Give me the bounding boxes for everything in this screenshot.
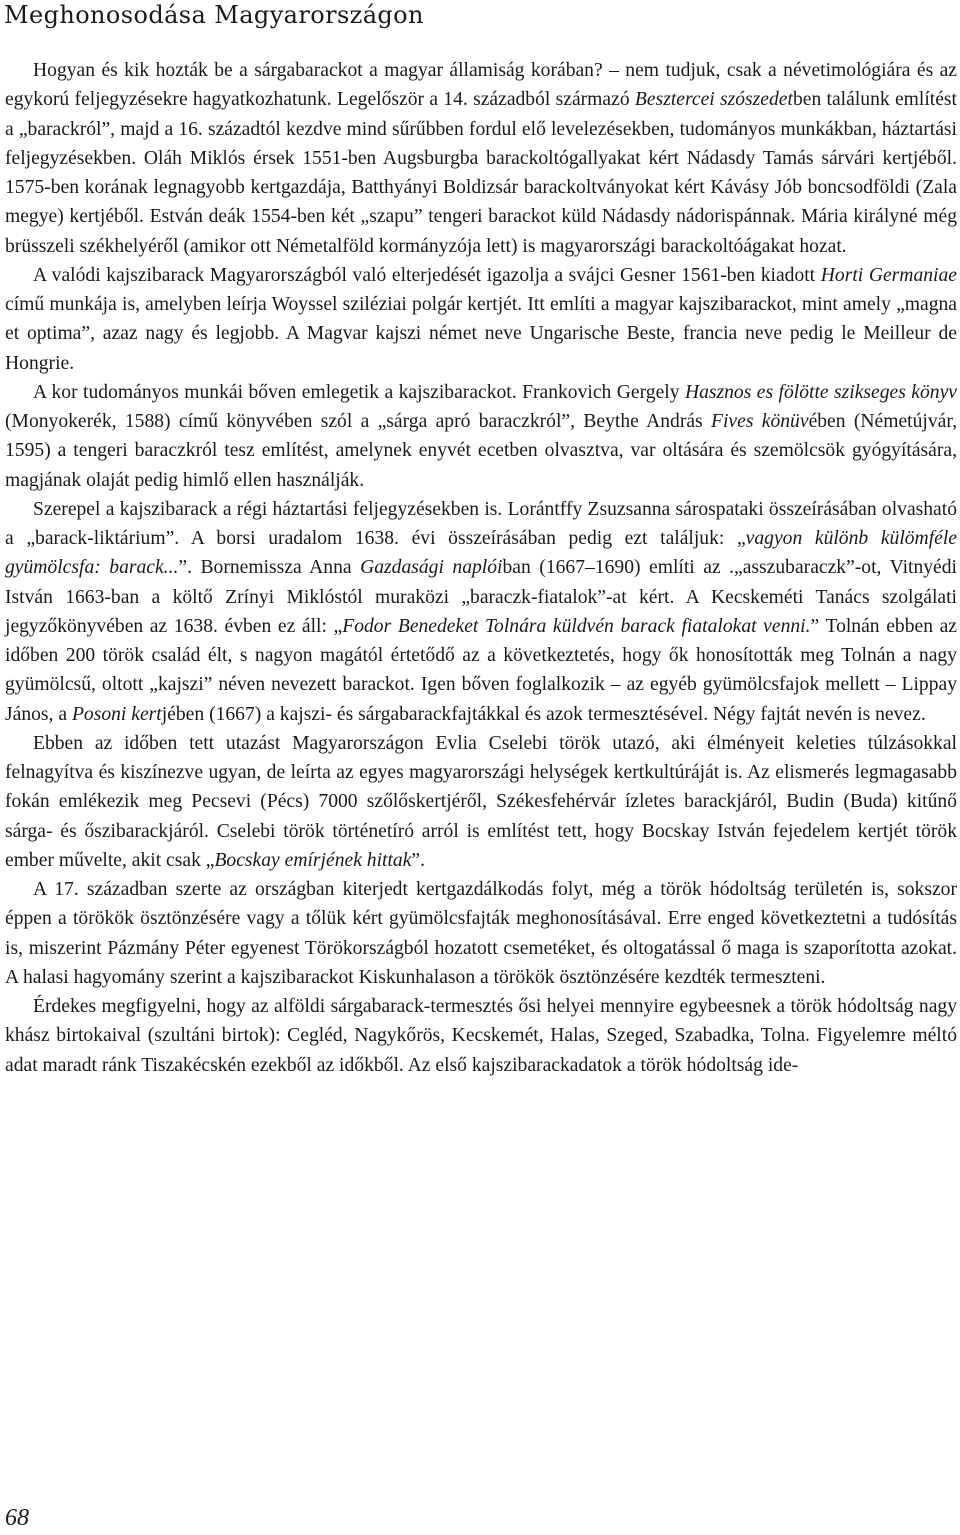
text-run: ”.: [411, 849, 426, 871]
italic-title: Posoni kert: [71, 703, 162, 725]
text-run: A 17. században szerte az országban kiterjedt kertgazdálkodás folyt, még a török hódoltság területén is, sokszor éppen a törökök ösztönzésére vagy a tőlük kért gyümölcsfajták meghonosításával. Erre enged következtetni a tudósítás is, miszerint Pázmány Péter egyenest Törökországból hozatott csemetéket, és oltogatással ő maga is szaporította azokat. A halasi hagyomány szerint a kajszibarackot Kiskunhalason a törökök ösztönzésére kezdték termeszteni.: [5, 879, 957, 988]
text-run: Ebben az időben tett utazást Magyarországon Evlia Cselebi török utazó, aki élményeit keleties túlzásokkal felnagyítva és kiszínezve ugyan, de leírta az egyes magyarországi helységek kertkultúráját is. Az elismerés legmagasabb fokán emlékezik meg Pecsevi (Pécs) 7000 szőlőskertjéről, Székesfehérvár ízletes barackjáról, Budin (Buda) kitűnő sárga- és őszibarackjáról. Cselebi török történetíró arról is említést tett, hogy Bocskay István fejedelem kertjét török ember művelte, akit csak „: [5, 732, 957, 871]
section-heading: Meghonosodása Magyarországon: [4, 1, 424, 29]
italic-title: Hasznos es fölötte szikseges könyv: [684, 381, 957, 403]
text-run: ” Tolnán ebben az időben 200 török család élt, s nagyon magától értetődő az a következtetés, hogy ők honosították meg Tolnán a nagy gyümölcsű, oltott „kajszi” néven nevezett barackot. Igen bőven foglalkozik – az egyéb gyümölcsfajok mellett – Lippay János, a: [5, 615, 957, 725]
paragraph: [5, 495, 957, 729]
italic-title: Horti Germaniae: [820, 264, 957, 286]
paragraph: [5, 992, 957, 1080]
text-run: Hogyan és kik hozták be a sárgabarackot a magyar államiság korában? – nem tudjuk, csak a névetimológiára és az egykorú feljegyzésekre hagyatkozhatunk. Legelőször a 14. századból származó: [5, 60, 957, 111]
text-run: A valódi kajszibarack Magyarországból való elterjedését igazolja a svájci Gesner 1561-ben kiadott: [33, 264, 821, 286]
text-run: című munkája is, amelyben leírja Woyssel sziléziai polgár kertjét. Itt említi a magyar kajszibarackot, mint amely „magna et optima”, azaz nagy és legjobb. A Magvar kajszi német neve Ungarische Beste, francia neve pedig le Meilleur de Hongrie.: [5, 294, 957, 374]
italic-title: Besztercei szószedet: [634, 89, 793, 111]
page-number: 68: [5, 1505, 29, 1531]
body-text: [5, 56, 957, 1080]
italic-title: Bocskay emírjének hittak: [214, 849, 412, 871]
text-run: Szerepel a kajszibarack a régi háztartási feljegyzésekben is. Lorántffy Zsuzsanna sárospataki összeírásában olvasható a „barack-liktárium”. A borsi uradalom 1638. évi összeírásában pedig ezt találjuk: „: [5, 498, 957, 549]
paragraph: [5, 729, 957, 875]
paragraph: [5, 875, 957, 992]
paragraph: [5, 56, 957, 261]
text-run: ében (Németújvár, 1595) a tengeri baraczkról tesz említést, amelynek enyvét ecetben olvasztva, var oltására és szemölcsök gyógyítására, magjának olaját pedig himlő ellen használják.: [5, 411, 957, 491]
italic-title: vagyon különb külömféle gyümölcsfa: barack...: [5, 528, 957, 579]
text-run: ”. Bornemissza Anna: [178, 557, 361, 579]
paragraph: [5, 378, 957, 495]
text-run: ben találunk említést a „barackról”, majd a 16. századtól kezdve mind sűrűbben fordul elő levelezésekben, tudományos munkákban, háztartási feljegyzésekben. Oláh Miklós érsek 1551-ben Augsburgba barackoltógallyakat kért Nádasdy Tamás sárvári kertjéből. 1575-ben korának legnagyobb kertgazdája, Batthyányi Boldizsár barackoltványokat kért Kávásy Jób boncsodföldi (Zala megye) kertjéből. Estván deák 1554-ben két „szapu” tengeri barackot küld Nádasdy nádorispánnak. Mária királyné még brüsszeli székhelyéről (amikor ott Németalföld kormányzója lett) is magyarországi barackoltóágakat hozat.: [5, 89, 957, 257]
text-run: A kor tudományos munkái bőven emlegetik a kajszibarackot. Frankovich Gergely: [33, 381, 685, 403]
text-run: (Monyokerék, 1588) című könyvében szól a „sárga apró baraczkról”, Beythe András: [5, 411, 712, 432]
text-run: ban (1667–1690) említi az .„asszubaraczk”-ot, Vitnyédi István 1663-ban a költő Zrínyi Miklóstól muraközi „baraczk-fiatalok”-at kért. A Kecskeméti Tanács szolgálati jegyzőkönyvében az 1638. évben ez áll: „: [5, 557, 957, 637]
text-run: jében (1667) a kajszi- és sárgabarackfajtákkal és azok termesztésével. Négy fajtát nevén is nevez.: [161, 703, 926, 725]
text-run: Érdekes megfigyelni, hogy az alföldi sárgabarack-termesztés ősi helyei mennyire egybeesnek a török hódoltság nagy khász birtokaival (szultáni birtok): Cegléd, Nagykőrös, Kecskemét, Halas, Szeged, Szabadka, Tolna. Figyelemre méltó adat maradt ránk Tiszakécskén ezekből az időkből. Az első kajszibarackadatok a török hódoltság ide-: [5, 996, 957, 1076]
italic-title: Fodor Benedeket Tolnára küldvén barack fiatalokat venni.: [342, 615, 811, 637]
italic-title: Gazdasági naplói: [360, 557, 503, 579]
paragraph: [5, 261, 957, 378]
italic-title: Fives könüv: [711, 411, 809, 432]
